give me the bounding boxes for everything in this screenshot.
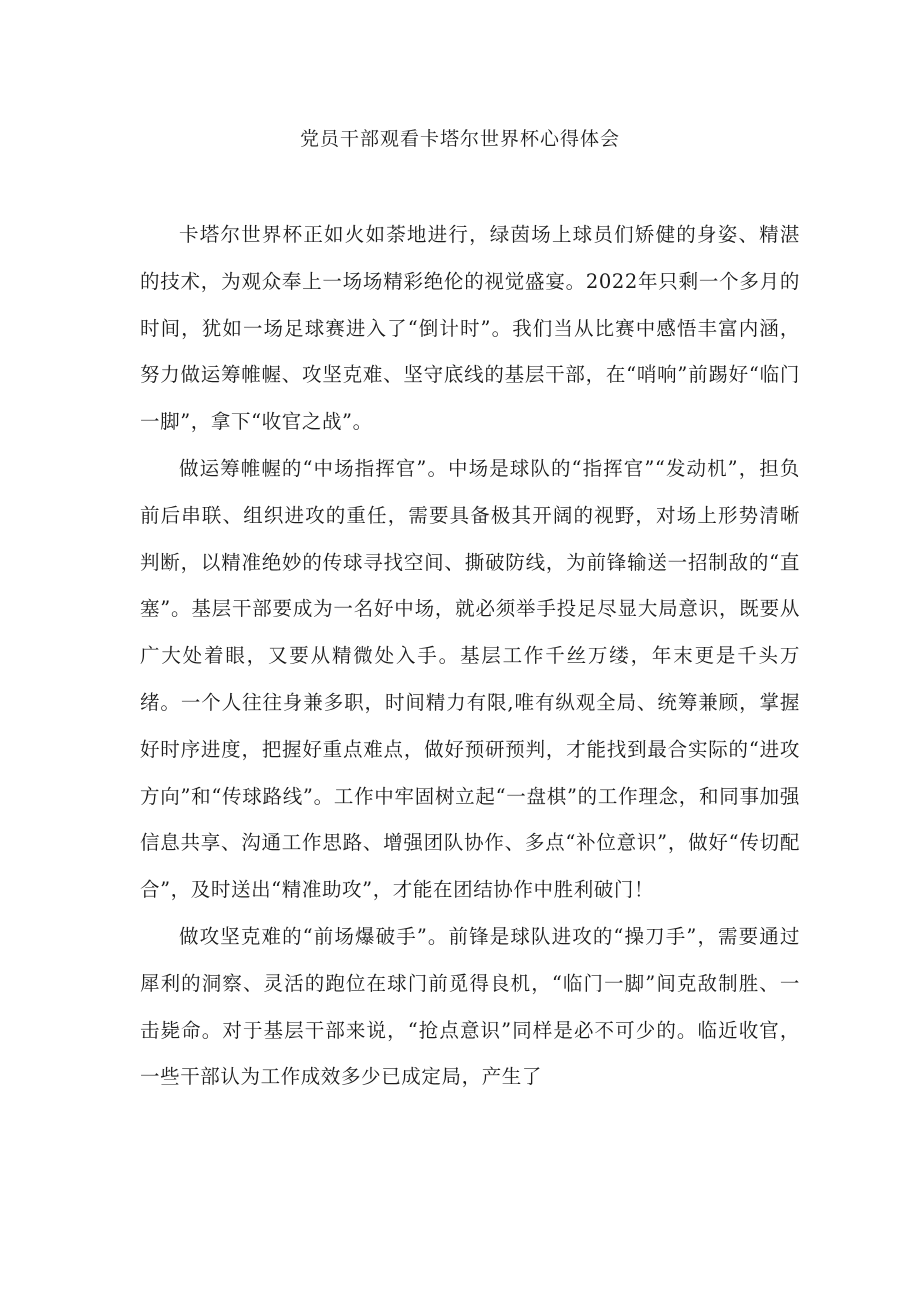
paragraph-intro: 卡塔尔世界杯正如火如荼地进行，绿茵场上球员们矫健的身姿、精湛的技术，为观众奉上一场场精彩绝伦的视觉盛宴。2022年只剩一个多月的时间，犹如一场足球赛进入了“倒计时”。我们当从比赛中感悟丰富内涵，努力做运筹帷幄、攻坚克难、坚守底线的基层干部，在“哨响”前踢好“临门一脚”，拿下“收官之战”。 — [140, 223, 800, 434]
paragraph-forward: 做攻坚克难的“前场爆破手”。前锋是球队进攻的“操刀手”，需要通过犀利的洞察、灵活的跑位在球门前觅得良机，“临门一脚”间克敌制胜、一击毙命。对于基层干部来说，“抢点意识”同样是必不可少的。临近收官，一些干部认为工作成效多少已成定局，产生了 — [140, 924, 800, 1089]
document-title: 党员干部观看卡塔尔世界杯心得体会 — [299, 128, 620, 150]
document-body — [140, 212, 800, 1101]
paragraph-midfield: 做运筹帷幄的“中场指挥官”。中场是球队的“指挥官”“发动机”，担负前后串联、组织进攻的重任，需要具备极其开阔的视野，对场上形势清晰判断，以精准绝妙的传球寻找空间、撕破防线，为前锋输送一招制敌的“直塞”。基层干部要成为一名好中场，就必须举手投足尽显大局意识，既要从广大处着眼，又要从精微处入手。基层工作千丝万缕，年末更是千头万绪。一个人往往身兼多职，时间精力有限,唯有纵观全局、统筹兼顾，掌握好时序进度，把握好重点难点，做好预研预判，才能找到最合实际的“进攻方向”和“传球路线”。工作中牢固树立起“一盘棋”的工作理念，和同事加强信息共享、沟通工作思路、增强团队协作、多点“补位意识”，做好“传切配合”，及时送出“精准助攻”，才能在团结协作中胜利破门！ — [140, 456, 800, 902]
